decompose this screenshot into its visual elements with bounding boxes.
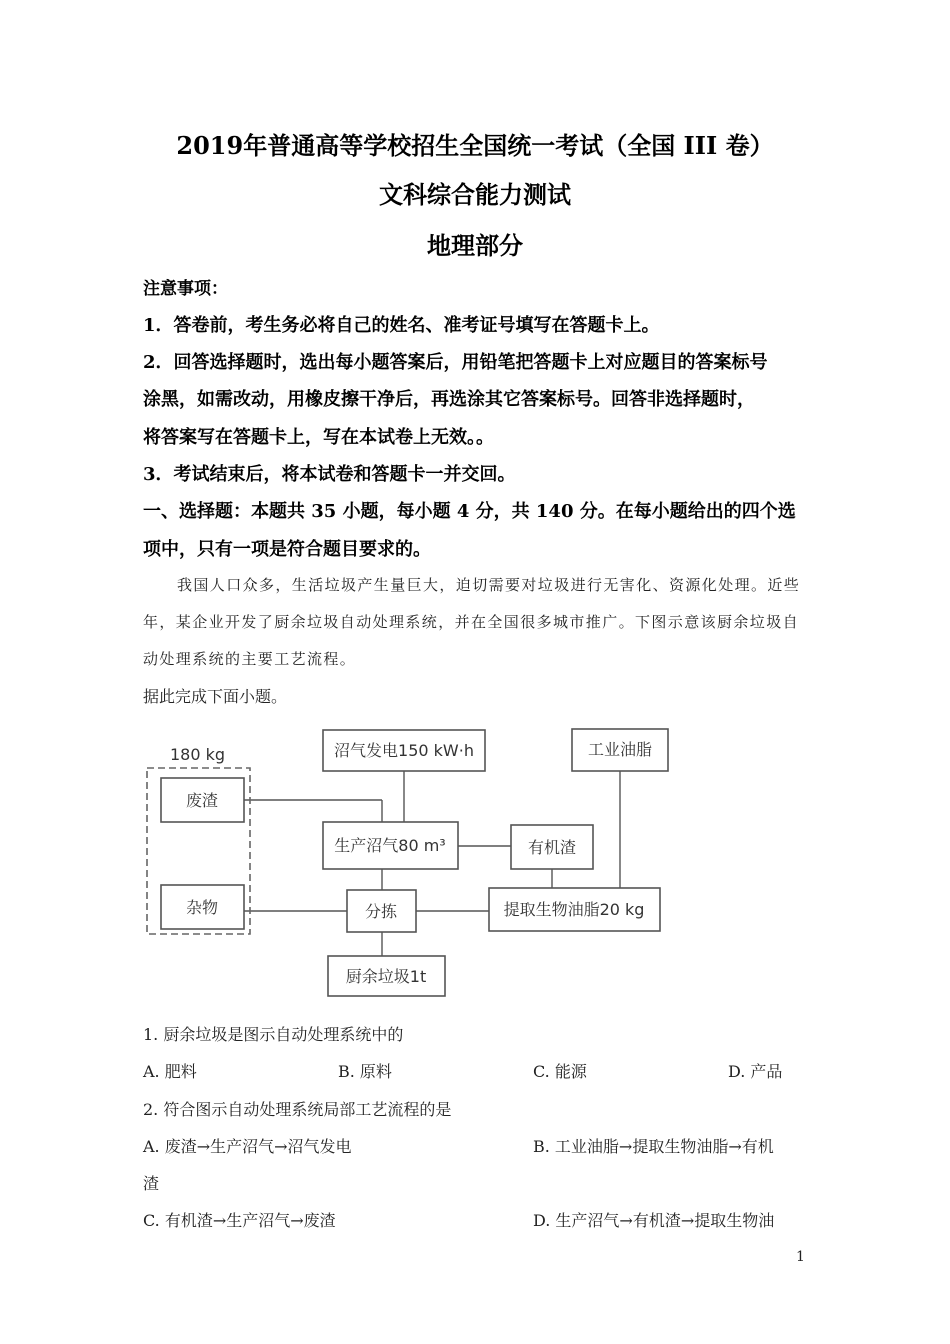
question-1-option-a: A. 肥料	[143, 1062, 197, 1081]
sundries-label: 杂物	[185, 898, 219, 917]
residue-group-weight: 180 kg	[170, 745, 226, 764]
question-1-option-c: C. 能源	[533, 1062, 587, 1081]
section-instruction-line-1: 一、选择题：本题共 35 小题，每小题 4 分，共 140 分。在每小题给出的四个选	[143, 501, 796, 522]
note-item-1: 1．答卷前，考生务必将自己的姓名、准考证号填写在答题卡上。	[143, 315, 660, 336]
notes-heading: 注意事项：	[143, 279, 228, 299]
question-2-stem: 2. 符合图示自动处理系统局部工艺流程的是	[143, 1100, 452, 1119]
organic-residue-label: 有机渣	[527, 838, 577, 857]
page-number: 1	[796, 1249, 805, 1265]
waste-residue-label: 废渣	[185, 791, 219, 810]
question-2-option-a: A. 废渣→生产沼气→沼气发电	[143, 1137, 352, 1156]
passage-line-3: 动处理系统的主要工艺流程。	[143, 650, 357, 668]
section-title: 地理部分	[427, 231, 523, 260]
sorting-label: 分拣	[364, 902, 398, 921]
note-item-3: 3．考试结束后，将本试卷和答题卡一并交回。	[143, 464, 516, 485]
exam-subtitle: 文科综合能力测试	[379, 180, 571, 209]
bio-oil-label: 提取生物油脂20 kg	[503, 900, 645, 919]
passage-instruction: 据此完成下面小题。	[143, 687, 288, 706]
industrial-grease-label: 工业油脂	[587, 740, 653, 759]
question-2-option-c: C. 有机渣→生产沼气→废渣	[143, 1211, 336, 1230]
biogas-power-label: 沼气发电150 kW·h	[334, 741, 474, 760]
passage-line-1: 我国人口众多，生活垃圾产生量巨大，迫切需要对垃圾进行无害化、资源化处理。近些	[177, 576, 801, 594]
passage-line-2: 年，某企业开发了厨余垃圾自动处理系统，并在全国很多城市推广。下图示意该厨余垃圾自	[143, 613, 800, 631]
question-1-option-d: D. 产品	[728, 1062, 783, 1081]
process-flow-diagram	[140, 725, 680, 1000]
note-item-2-line-1: 2．回答选择题时，选出每小题答案后，用铅笔把答题卡上对应题目的答案标号	[143, 352, 768, 373]
section-instruction-line-2: 项中，只有一项是符合题目要求的。	[143, 539, 431, 560]
note-item-2-line-3: 将答案写在答题卡上，写在本试卷上无效。。	[143, 427, 494, 448]
biogas-production-label: 生产沼气80 m³	[334, 836, 446, 855]
note-item-2-line-2: 涂黑，如需改动，用橡皮擦干净后，再选涂其它答案标号。回答非选择题时，	[143, 389, 755, 410]
question-2-option-b: B. 工业油脂→提取生物油脂→有机	[533, 1137, 774, 1156]
exam-title: 2019年普通高等学校招生全国统一考试（全国 III 卷）	[176, 131, 774, 160]
question-1-option-b: B. 原料	[338, 1062, 392, 1081]
kitchen-waste-label: 厨余垃圾1t	[345, 967, 427, 986]
question-2-option-b-continued: 渣	[143, 1174, 160, 1193]
question-1-stem: 1. 厨余垃圾是图示自动处理系统中的	[143, 1025, 404, 1044]
question-2-option-d: D. 生产沼气→有机渣→提取生物油	[533, 1211, 775, 1230]
